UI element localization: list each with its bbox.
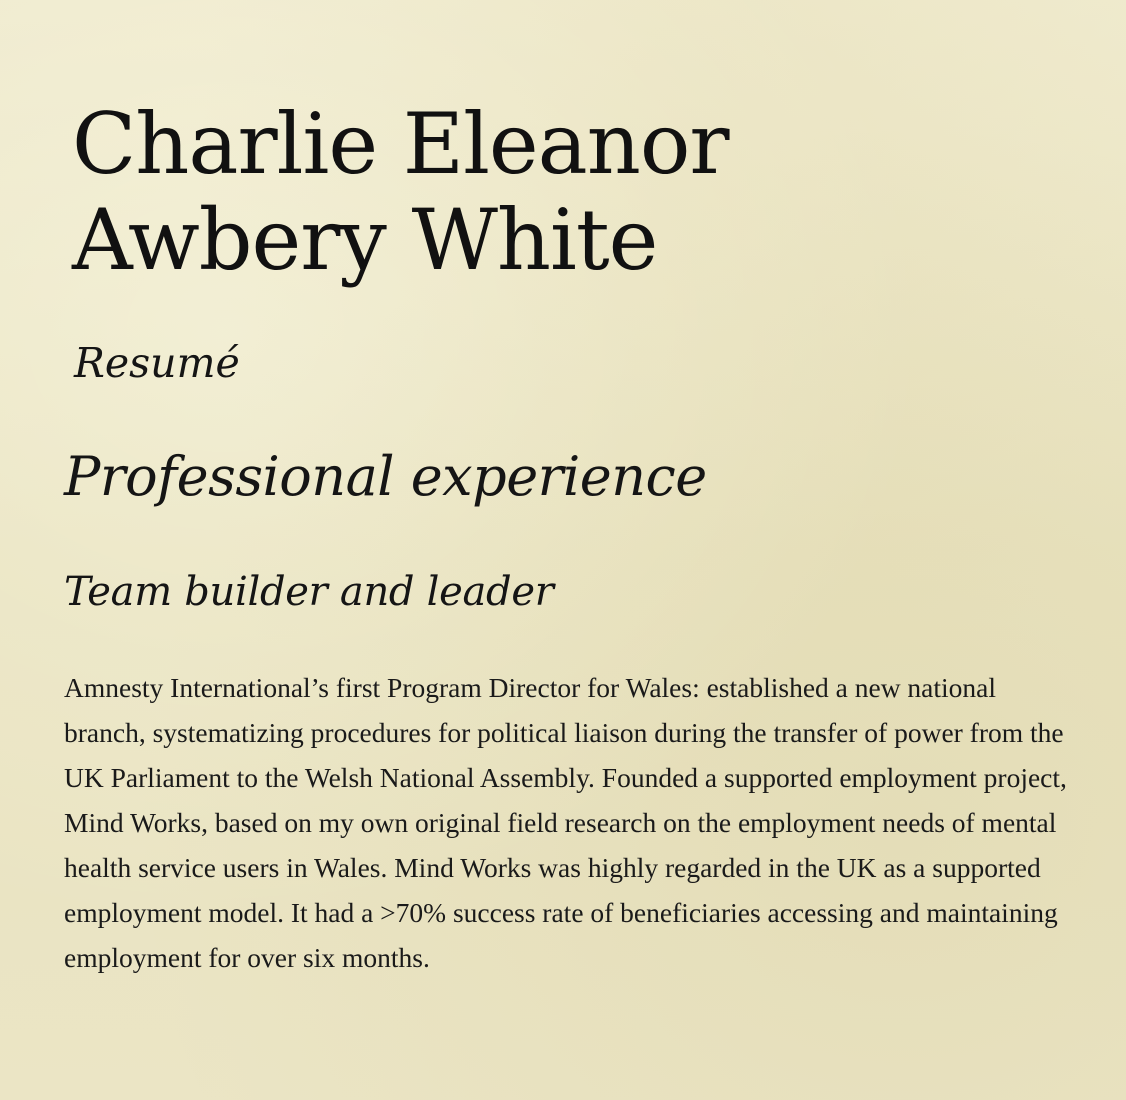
candidate-name: Charlie Eleanor Awbery White [72,95,729,289]
experience-paragraph: Amnesty International’s first Program Director for Wales: established a new national branch, systematizing procedures for political liaison during the transfer of power from the UK Parliament to the Welsh National Assembly. Founded a supported employment project, Mind Works, based on my own original field research on the employment needs of mental health service users in Wales. Mind Works was highly regarded in the UK as a supported employment model. It had a >70% success rate of beneficiaries accessing and maintaining employment for over six months. [64,672,1067,973]
sub-heading-team-builder: Team builder and leader [64,569,554,615]
section-heading-professional-experience: Professional experience [64,445,707,508]
document-subtitle: Resumé [74,339,240,387]
